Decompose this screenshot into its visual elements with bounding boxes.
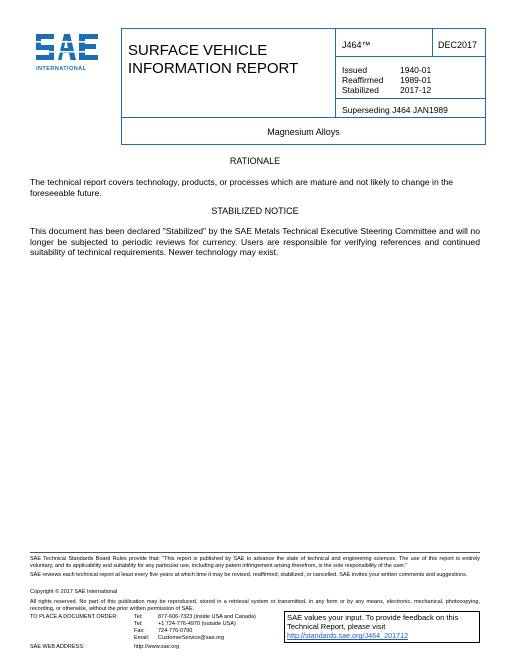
status-value-issued: 1940-01 (400, 65, 432, 75)
footer-rule (30, 552, 480, 553)
feedback-text: SAE values your input. To provide feedback on this Technical Report, please visit (287, 613, 459, 631)
title-line-2: INFORMATION REPORT (128, 60, 299, 77)
contact-label-tel-2: Tel: (134, 621, 143, 627)
sae-logo (34, 28, 104, 80)
document-subject: Magnesium Alloys (267, 127, 340, 137)
document-number: J464™ (342, 40, 371, 50)
contact-value-tel-1: 877-606-7323 (inside USA and Canada) (158, 614, 256, 620)
sae-logo-international: INTERNATIONAL (36, 66, 87, 72)
status-label-issued: Issued (342, 65, 368, 75)
contact-value-email[interactable]: CustomerService@sae.org (158, 635, 225, 641)
footer-copyright: Copyright © 2017 SAE International (30, 589, 118, 595)
title-line-1: SURFACE VEHICLE (128, 42, 268, 59)
contact-value-tel-2: +1 724-776-4970 (outside USA) (158, 621, 236, 627)
web-address-value[interactable]: http://www.sae.org (134, 644, 180, 650)
footer-review-text: SAE reviews each technical report at least every five years at which time it may be revised, reaffirmed, stabilized, or cancelled. SAE invites your written comments and suggestions. (30, 572, 468, 578)
stabilized-notice-text: This document has been declared "Stabilized" by the SAE Metals Technical Executive Steering Committee and will no longer be subjected to periodic reviews for currency. Users are responsible for verifying references and continued suitability of technical requirements. Newer technology may exist. (30, 226, 480, 258)
rationale-text: The technical report covers technology, products, or processes which are mature and not likely to change in the foreseeable future. (30, 177, 454, 198)
contact-label-email: Email: (134, 635, 150, 641)
footer-rules-text: SAE Technical Standards Board Rules provide that: "This report is published by SAE to advance the state of technical and engineering sciences. The use of this report is entirely voluntary, and its applicability and suitability for any particular use, including any patent infringement arising therefrom, is the sole responsibility of the user." (30, 556, 480, 569)
status-label-reaffirmed: Reaffirmed (342, 75, 384, 85)
web-address-label: SAE WEB ADDRESS: (30, 644, 85, 650)
document-type-title (128, 42, 338, 78)
status-value-stabilized: 2017-12 (400, 85, 432, 95)
header-divider-h2 (335, 98, 486, 99)
status-label-stabilized: Stabilized (342, 85, 379, 95)
status-value-reaffirmed: 1989-01 (400, 75, 432, 85)
sae-logo-mark (34, 28, 100, 66)
rationale-heading: RATIONALE (229, 156, 281, 166)
header-divider-date (432, 28, 433, 57)
feedback-link[interactable]: http://standards.sae.org/J464_201712 (287, 631, 409, 640)
superseding-note: Superseding J464 JAN1989 (342, 105, 448, 115)
stabilized-notice-heading: STABILIZED NOTICE (211, 206, 299, 216)
order-label: TO PLACE A DOCUMENT ORDER: (30, 614, 118, 620)
footer-rights-text: All rights reserved. No part of this publication may be reproduced, stored in a retrieval system or transmitted, in any form or by any means, electronic, mechanical, photocopying, recording, or otherwise, without the prior written permission of SAE. (30, 599, 480, 612)
contact-value-fax: 724-776-0790 (158, 628, 193, 634)
contact-label-fax: Fax: (134, 628, 145, 634)
contact-label-tel-1: Tel: (134, 614, 143, 620)
document-date: DEC2017 (438, 40, 478, 50)
header-divider-h (335, 56, 486, 57)
